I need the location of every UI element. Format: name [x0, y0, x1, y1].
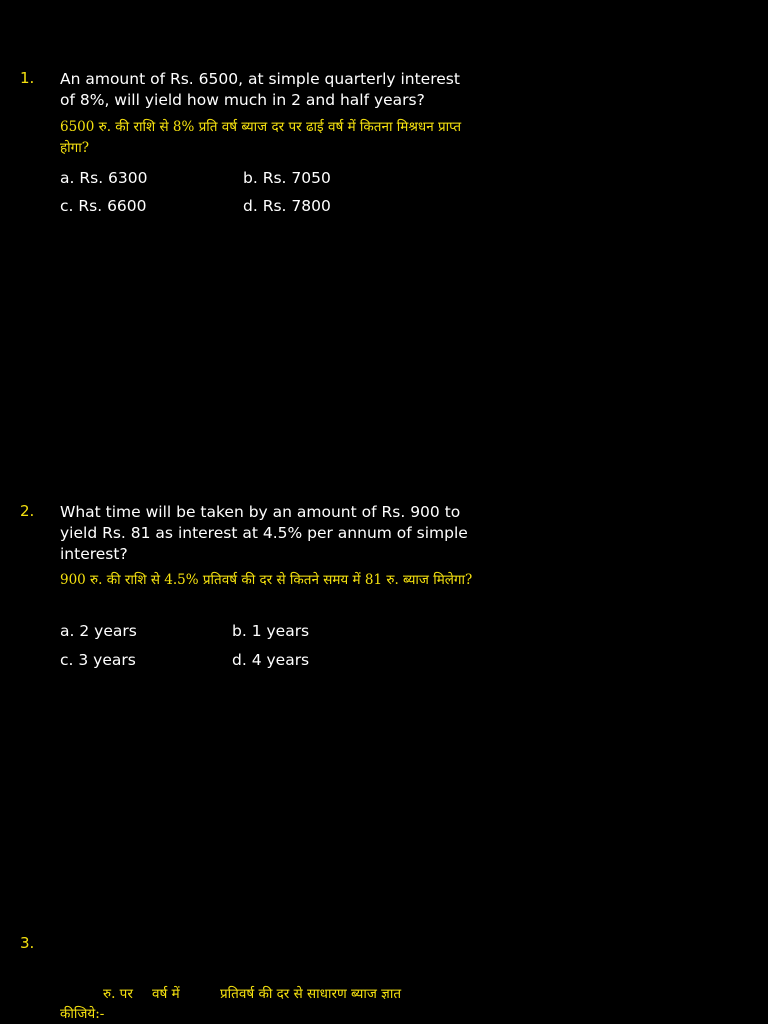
question-text-hindi: 6500 रु. की राशि से 8% प्रति वर्ष ब्याज दर पर ढाई वर्ष में कितना मिश्रधन प्राप्त होगा? — [60, 119, 462, 156]
question-text-english: What time will be taken by an amount of Rs. 900 to yield Rs. 81 as interest at 4.5% per annum of simple interest? — [60, 503, 468, 563]
question-number: 2. — [20, 502, 35, 520]
option-c: c. 3 years — [60, 651, 136, 669]
option-a: a. Rs. 6300 — [60, 169, 148, 187]
question-text-hindi-part-3: प्रतिवर्ष की दर से साधारण ब्याज ज्ञात — [220, 986, 402, 1002]
question-text-hindi-part-4: कीजिये:- — [60, 1006, 105, 1022]
option-d: d. Rs. 7800 — [243, 197, 331, 215]
question-number: 1. — [20, 69, 35, 87]
option-b: b. Rs. 7050 — [243, 169, 331, 187]
question-text-english: An amount of Rs. 6500, at simple quarterly interest of 8%, will yield how much in 2 and half years? — [60, 70, 460, 109]
question-text-hindi-part-2: वर्ष में — [152, 986, 180, 1002]
option-b: b. 1 years — [232, 622, 310, 640]
question-text-hindi-part-1: रु. पर — [103, 986, 133, 1002]
question-number: 3. — [20, 934, 35, 952]
option-d: d. 4 years — [232, 651, 310, 669]
question-text-hindi: 900 रु. की राशि से 4.5% प्रतिवर्ष की दर से कितने समय में 81 रु. ब्याज मिलेगा? — [60, 572, 473, 588]
option-c: c. Rs. 6600 — [60, 197, 147, 215]
option-a: a. 2 years — [60, 622, 137, 640]
